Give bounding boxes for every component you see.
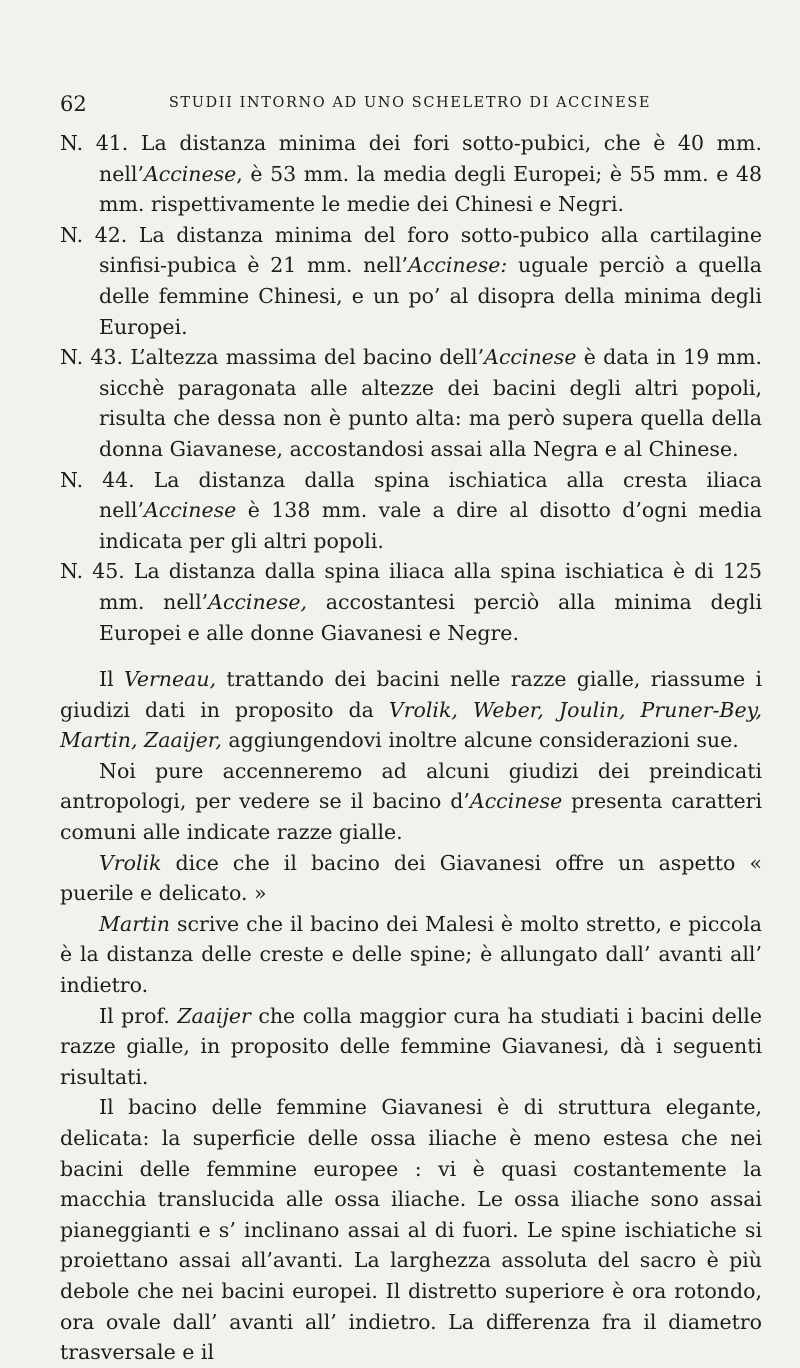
paragraph-zaaijer [60,1001,762,1093]
author-name: Zaaijer [177,1003,251,1028]
author-name: Vrolik [99,850,162,875]
entry-text: La distanza dalla spina iliaca alla spina ischiatica è di 125 mm. nell’ [99,559,762,614]
page-number: 62 [60,92,87,116]
entry-text: L’altezza massima del bacino dell’ [130,345,485,370]
entry-italic: Accinese [484,345,577,370]
entry-text: , è 53 mm. la media degli Europei; è 55 mm. e 48 mm. rispettivamente le medie dei Chinesi e Negri. [99,161,762,217]
paragraph-final [60,1092,762,1367]
paragraph-text: dice che il bacino dei Giavanesi offre un aspetto « puerile e delicato. » [60,850,762,906]
author-names: Vrolik, Weber, Joulin, Pruner-Bey, Martin, Zaaijer, [60,697,762,753]
paragraph-text: presenta caratteri comuni alle indicate razze gialle. [60,789,763,845]
entry-text: è data in 19 mm. sicchè paragonata alle altezze dei bacini degli altri popoli, risulta che dessa non è punto alta: ma però supera quella della donna Giavanese, accostandosi assai alla Negra e al Chinese. [99,345,762,461]
paragraph-text: che colla maggior cura ha studiati i bacini delle razze gialle, in proposito delle femmine Giavanesi, dà i seguenti risultati. [60,1003,762,1089]
paragraph-text: Il bacino delle femmine Giavanesi è di struttura elegante, delicata: la superficie delle ossa iliache è meno estesa che nei bacini delle femmine europee : vi è quasi costantemente la macchia translucida alle ossa iliache. Le ossa iliache sono assai pianeggianti e s’ inclinano assai al di fuori. Le spine ischiatiche si proiettano assai all’avanti. La larghezza assoluta del sacro è più debole che nei bacini europei. Il distretto superiore è ora rotondo, ora ovale dall’ avanti all’ indietro. La differenza fra il diametro trasversale e il [60,1095,762,1365]
paragraph-noi [60,756,762,848]
numbered-entry-41 [60,128,762,220]
paragraph-text: Noi pure accenneremo ad alcuni giudizi dei preindicati antropologi, per vedere se il bacino d’ [60,758,762,814]
numbered-entry-45 [60,556,762,648]
entry-text: La distanza minima dei fori sotto-pubici, che è 40 mm. nell’ [99,131,762,186]
numbered-entry-44 [60,465,762,557]
entry-text: uguale perciò a quella delle femmine Chinesi, e un po’ al disopra della minima degli Europei. [99,253,763,339]
paragraph-verneau [60,664,762,756]
entry-text: è 138 mm. vale a dire al disotto d’ogni media indicata per gli altri popoli. [99,498,762,553]
numbered-entry-42 [60,220,762,342]
paragraph-text: aggiungendovi inoltre alcune considerazioni sue. [221,728,739,753]
entry-number: N. 41. [60,131,129,155]
entry-number: N. 43. [60,345,124,370]
entry-number: N. 45. [60,559,125,584]
entry-text: accostantesi perciò alla minima degli Europei e alle donne Giavanesi e Negre. [99,589,762,645]
entry-italic: Accinese [143,498,237,523]
entry-italic: Accinese [143,161,237,186]
paragraph-text: Il [99,667,124,692]
author-name: Martin [99,911,171,936]
paragraph-vrolik [60,848,762,909]
entry-italic: Accinese: [408,253,508,278]
entry-number: N. 42. [60,222,128,247]
entry-text: La distanza dalla spina ischiatica alla cresta iliaca nell’ [99,467,763,523]
paragraph-martin [60,909,762,1001]
italic-term: Accinese [469,789,563,814]
entry-number: N. 44. [60,467,135,492]
paragraph-text: trattando dei bacini nelle razze gialle, riassume i giudizi dati in proposito da [60,667,762,722]
author-name: Verneau, [123,667,217,692]
entry-text: La distanza minima del foro sotto-pubico alla cartilagine sinfisi-pubica è 21 mm. nell’ [99,222,762,278]
paragraph-text: Il prof. [99,1003,178,1028]
body-text [60,128,762,1368]
paragraph-text: scrive che il bacino dei Malesi è molto stretto, e piccola è la distanza delle creste e delle spine; è allungato dall’ avanti all’ indietro. [60,911,762,998]
numbered-entry-43 [60,342,762,464]
running-title: STUDII INTORNO AD UNO SCHELETRO DI ACCINESE [168,95,652,111]
entry-italic: Accinese, [208,589,307,614]
page-header [60,92,760,116]
